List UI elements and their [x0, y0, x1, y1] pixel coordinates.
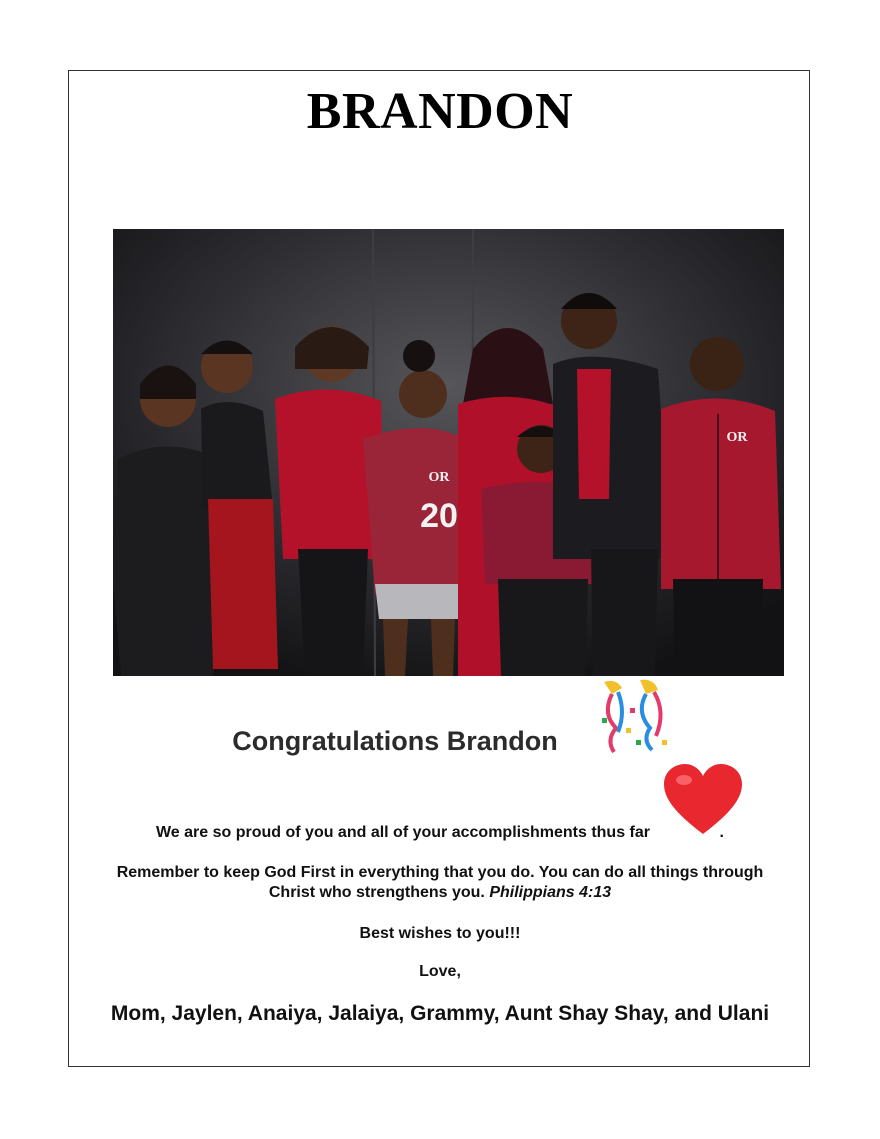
jersey-logo: OR [428, 470, 450, 485]
family-photo [113, 229, 784, 676]
best-wishes: Best wishes to you!!! [359, 925, 521, 942]
proud-message [0, 824, 880, 842]
congratulations-heading: Congratulations Brandon [232, 726, 558, 756]
jersey-number: 20 [420, 497, 458, 535]
proud-message-text: We are so proud of you and all of your accomplishments thus far [155, 824, 650, 841]
page-title: BRANDON [306, 83, 574, 140]
scripture-reference: Philippians 4:13 [489, 884, 612, 901]
signature-names: Mom, Jaylen, Anaiya, Jalaiya, Grammy, Aunt Shay Shay, and Ulani [110, 1002, 770, 1025]
love-closing: Love, [419, 963, 461, 980]
faith-message-text: Christ who strengthens you. [268, 884, 485, 901]
jacket-logo: OR [726, 430, 748, 445]
faith-message-line2 [0, 884, 880, 902]
faith-message-line1: Remember to keep God First in everything that you do. You can do all things through [116, 864, 764, 881]
confetti-emoji-icon [596, 678, 672, 756]
family-photo-illustration [113, 229, 784, 676]
proud-message-period: . [719, 824, 724, 841]
